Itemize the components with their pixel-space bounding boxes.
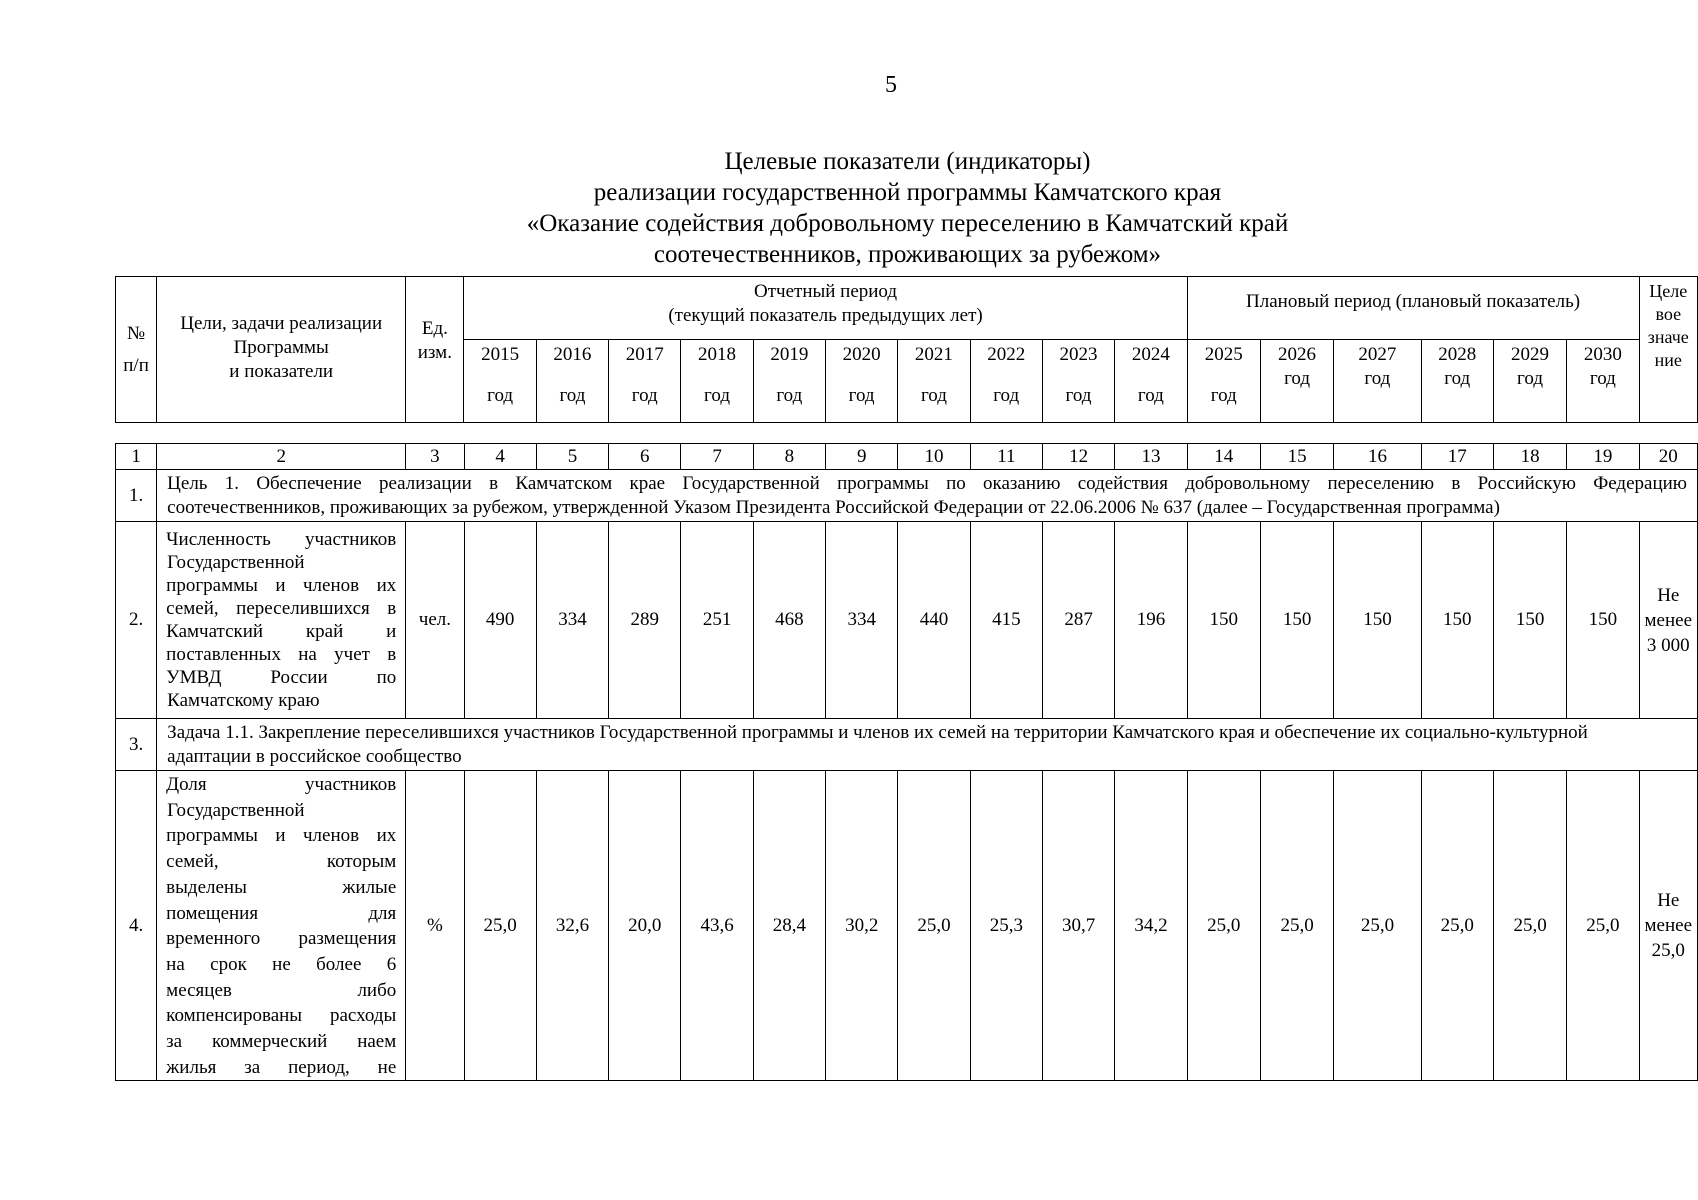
header-target: Целе вое значе ние xyxy=(1639,277,1697,423)
column-number: 7 xyxy=(681,444,753,470)
indicator-name: Доля участников Государственной программы и членов их семей, которым выделены жилые помещения для временного размещения на срок не более 6 месяцев либо компенсированы расходы за коммерческий наем жилья за период, не xyxy=(157,771,406,1081)
column-number: 11 xyxy=(970,444,1042,470)
column-number: 10 xyxy=(898,444,970,470)
column-number: 16 xyxy=(1334,444,1421,470)
table-row xyxy=(116,719,1698,771)
goal-text: Цель 1. Обеспечение реализации в Камчатском крае Государственной программы по оказанию содействия добровольному переселению в Российскую Федерацию соотечественников, проживающих за рубежом, утвержденной Указом Президента Российской Федерации от 22.06.2006 № 637 (далее – Государственная программа) xyxy=(157,470,1698,522)
column-number: 8 xyxy=(753,444,825,470)
value-cell: 289 xyxy=(609,522,681,719)
value-cell: 25,0 xyxy=(898,771,970,1081)
column-number: 19 xyxy=(1567,444,1639,470)
header-year: 2025 год xyxy=(1187,340,1260,423)
column-number: 14 xyxy=(1187,444,1260,470)
header-report-period: Отчетный период (текущий показатель предыдущих лет) xyxy=(464,277,1187,340)
value-cell: 150 xyxy=(1187,522,1260,719)
column-number: 18 xyxy=(1493,444,1566,470)
value-cell: 287 xyxy=(1043,522,1115,719)
row-number: 1. xyxy=(116,470,157,522)
target-cell: Не менее 25,0 xyxy=(1639,771,1697,1081)
header-year: 2029 год xyxy=(1493,340,1566,423)
column-number: 2 xyxy=(157,444,406,470)
value-cell: 30,7 xyxy=(1043,771,1115,1081)
value-cell: 150 xyxy=(1421,522,1493,719)
value-cell: 150 xyxy=(1334,522,1421,719)
title-line: соотечественников, проживающих за рубежом» xyxy=(653,241,1162,268)
column-number: 3 xyxy=(406,444,464,470)
title-line: «Оказание содействия добровольному переселению в Камчатский край xyxy=(526,210,1289,237)
header-year: 2020 год xyxy=(825,340,897,423)
table-row xyxy=(116,470,1698,522)
value-cell: 150 xyxy=(1567,522,1639,719)
column-number: 6 xyxy=(609,444,681,470)
value-cell: 32,6 xyxy=(536,771,608,1081)
header-year: 2015 год xyxy=(464,340,536,423)
value-cell: 25,0 xyxy=(1187,771,1260,1081)
header-year: 2026 год xyxy=(1260,340,1333,423)
value-cell: 150 xyxy=(1260,522,1333,719)
column-number: 5 xyxy=(536,444,608,470)
value-cell: 20,0 xyxy=(609,771,681,1081)
column-number: 15 xyxy=(1260,444,1333,470)
title-line: Целевые показатели (индикаторы) xyxy=(724,148,1091,175)
value-cell: 25,3 xyxy=(970,771,1042,1081)
table-header xyxy=(115,276,1698,423)
document-title xyxy=(115,146,1698,270)
row-number: 2. xyxy=(116,522,157,719)
unit-cell: чел. xyxy=(406,522,464,719)
table-row xyxy=(116,522,1698,719)
header-year: 2017 год xyxy=(609,340,681,423)
value-cell: 34,2 xyxy=(1115,771,1187,1081)
column-number: 17 xyxy=(1421,444,1493,470)
value-cell: 468 xyxy=(753,522,825,719)
value-cell: 334 xyxy=(536,522,608,719)
value-cell: 490 xyxy=(464,522,536,719)
value-cell: 25,0 xyxy=(1567,771,1639,1081)
value-cell: 25,0 xyxy=(1260,771,1333,1081)
indicators-table xyxy=(115,443,1698,1081)
value-cell: 415 xyxy=(970,522,1042,719)
header-year: 2023 год xyxy=(1042,340,1114,423)
header-year: 2024 год xyxy=(1115,340,1187,423)
column-number: 9 xyxy=(826,444,898,470)
target-cell: Не менее 3 000 xyxy=(1639,522,1697,719)
header-year: 2016 год xyxy=(536,340,608,423)
column-numbers-row xyxy=(116,444,1698,470)
value-cell: 28,4 xyxy=(753,771,825,1081)
table-row xyxy=(116,771,1698,1081)
value-cell: 150 xyxy=(1493,522,1566,719)
task-text: Задача 1.1. Закрепление переселившихся участников Государственной программы и членов их семей на территории Камчатского края и обеспечение их социально-культурной адаптации в российское сообщество xyxy=(157,719,1698,771)
value-cell: 251 xyxy=(681,522,753,719)
page-number: 5 xyxy=(885,72,897,98)
column-number: 20 xyxy=(1639,444,1697,470)
value-cell: 25,0 xyxy=(464,771,536,1081)
row-number: 3. xyxy=(116,719,157,771)
value-cell: 30,2 xyxy=(826,771,898,1081)
header-unit: Ед. изм. xyxy=(406,277,464,423)
value-cell: 334 xyxy=(826,522,898,719)
header-year: 2030 год xyxy=(1567,340,1639,423)
column-number: 4 xyxy=(464,444,536,470)
value-cell: 440 xyxy=(898,522,970,719)
header-year: 2022 год xyxy=(970,340,1042,423)
row-number: 4. xyxy=(116,771,157,1081)
header-plan-period: Плановый период (плановый показатель) xyxy=(1187,277,1639,340)
indicator-name: Численность участников Государственной программы и членов их семей, переселившихся в Камчатский край и поставленных на учет в УМВД России по Камчатскому краю xyxy=(157,522,406,719)
header-goals: Цели, задачи реализации Программы и показатели xyxy=(157,277,406,423)
value-cell: 43,6 xyxy=(681,771,753,1081)
column-number: 1 xyxy=(116,444,157,470)
unit-cell: % xyxy=(406,771,464,1081)
column-number: 13 xyxy=(1115,444,1187,470)
value-cell: 25,0 xyxy=(1493,771,1566,1081)
header-year: 2027 год xyxy=(1334,340,1421,423)
value-cell: 196 xyxy=(1115,522,1187,719)
header-year: 2019 год xyxy=(753,340,825,423)
header-year: 2018 год xyxy=(681,340,753,423)
header-number: № п/п xyxy=(116,277,157,423)
title-line: реализации государственной программы Камчатского края xyxy=(593,179,1222,206)
header-year: 2028 год xyxy=(1421,340,1493,423)
header-year: 2021 год xyxy=(898,340,970,423)
column-number: 12 xyxy=(1043,444,1115,470)
value-cell: 25,0 xyxy=(1421,771,1493,1081)
value-cell: 25,0 xyxy=(1334,771,1421,1081)
